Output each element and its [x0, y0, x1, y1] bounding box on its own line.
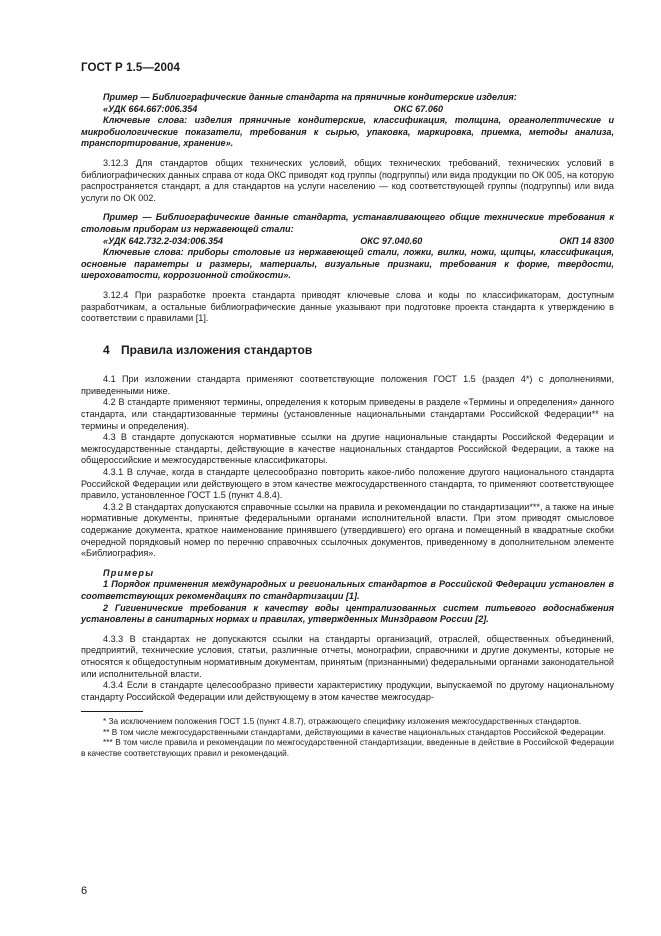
section-4-number: 4 — [103, 342, 110, 357]
section-4-title: Правила изложения стандартов — [121, 342, 313, 357]
paragraph-4-3-1: 4.3.1 В случае, когда в стандарте целесообразно повторить какое-либо положение другого национального стандарта Российской Федерации или действующего в этом качестве межгосударственного стандарта, то применяют соответствующее правило, установленное ГОСТ 1.5 (пункт 4.8.4). — [81, 467, 614, 501]
example-item-2: 2 Гигиенические требования к качеству воды централизованных систем питьевого водоснабжения установлены в санитарных нормах и правилах, утвержденных Минздравом России [2]. — [81, 602, 614, 625]
paragraph-3-12-4: 3.12.4 При разработке проекта стандарта приводят ключевые слова и коды по классификаторам, доступным разработчикам, а остальные библиографические данные указывают при подготовке проекта стандарта к утверждению в соответствии с правилами [1]. — [81, 289, 614, 324]
example2-intro: Пример — Библиографические данные стандарта, устанавливающего общие технические требования к столовым приборам из нержавеющей стали: — [81, 212, 614, 234]
example2-codes — [81, 236, 614, 248]
example1-udk: «УДК 664.667:006.354 — [103, 103, 198, 114]
examples-label: Примеры — [103, 567, 155, 578]
example2-oks: ОКС 97.040.60 — [360, 235, 423, 246]
page-header: ГОСТ Р 1.5—2004 — [81, 62, 180, 74]
paragraph-4-3-3: 4.3.3 В стандартах не допускаются ссылки на стандарты организаций, отраслей, общественных объединений, предприятий, технические условия, статьи, различные отчеты, монографии, справочники и другие документы, которые не относятся к общедоступным нормативным документам, принятым (признанными) федеральными органами законодательной или исполнительной власти. — [81, 633, 614, 679]
paragraph-4-3: 4.3 В стандарте допускаются нормативные ссылки на другие национальные стандарты Российской Федерации и межгосударственные стандарты, действующие в качестве национальных стандартов Российской Федерации, а также на общероссийские и межгосударственные классификаторы. — [81, 432, 614, 466]
paragraph-4-3-4: 4.3.4 Если в стандарте целесообразно привести характеристику продукции, выпускаемой по другому национальному стандарту Российской Федерации или действующему в этом качестве межгосудар- — [81, 680, 614, 702]
example-item-1: 1 Порядок применения международных и региональных стандартов в Российской Федерации установлен в соответствующих рекомендациях по стандартизации [1]. — [81, 579, 614, 601]
paragraph-3-12-3: 3.12.3 Для стандартов общих технических условий, общих технических требований, технических условий в библиографических данных справа от кода ОКС приводят код группы (подгруппы) или вида продукции по ОК 005, на которую распространяется стандарт, а для стандартов на услуги населению — код соответствующей группы (подгруппы) или вида услуги по ОК 002. — [81, 157, 614, 203]
example2-udk: «УДК 642.732.2-034:006.354 — [103, 235, 224, 246]
example1-keywords: Ключевые слова: изделия пряничные кондитерские, классификация, толщина, органолептические и микробиологические показатели, требования к сырью, упаковка, маркировка, приемка, методы анализа, транспортирование, хранение». — [81, 115, 614, 149]
example2-keywords: Ключевые слова: приборы столовые из нержавеющей стали, ложки, вилки, ножи, щипцы, классификация, основные параметры и размеры, материалы, визуальные признаки, требования к форме, твердости, шероховатости, коррозионной стойкости». — [81, 247, 614, 281]
example2-okp: ОКП 14 8300 — [559, 235, 614, 246]
paragraph-4-3-2: 4.3.2 В стандартах допускаются справочные ссылки на правила и рекомендации по стандартизации***, а также на иные нормативные документы, принятые федеральными органами исполнительной власти. При этом приводят смысловое содержание документа, краткое наименование принявшего (утвердившего) его органа и помещенный в квадратные скобки очередной порядковый номер по перечню справочных ссылочных документов, приведенному в дополнительном элементе «Библиография». — [81, 501, 614, 559]
example1-intro: Пример — Библиографические данные стандарта на пряничные кондитерские изделия: — [103, 92, 517, 102]
example1-codes — [81, 104, 443, 116]
section-4-heading — [103, 342, 614, 357]
footnote-separator — [81, 711, 143, 712]
page-number: 6 — [81, 885, 88, 897]
page-body — [81, 92, 614, 758]
footnote-1: * За исключением положения ГОСТ 1.5 (пункт 4.8.7), отражающего специфику изложения межгосударственных стандартов. — [103, 716, 582, 727]
footnote-3: *** В том числе правила и рекомендации по межгосударственной стандартизации, введенные в действие в Российской Федерации в качестве соответствующих правил и рекомендаций. — [81, 737, 614, 758]
example1-oks: ОКС 67.060 — [393, 103, 443, 114]
paragraph-4-1: 4.1 При изложении стандарта применяют соответствующие положения ГОСТ 1.5 (раздел 4*) с дополнениями, приведенными ниже. — [81, 374, 614, 396]
paragraph-4-2: 4.2 В стандарте применяют термины, определения к которым приведены в разделе «Термины и определения» данного стандарта, или стандартизованные термины (установленные национальными стандартами Российской Федерации** на термины и определения). — [81, 397, 614, 431]
footnote-2: ** В том числе межгосударственными стандартами, действующими в качестве национальных стандартов Российской Федерации. — [103, 726, 606, 737]
